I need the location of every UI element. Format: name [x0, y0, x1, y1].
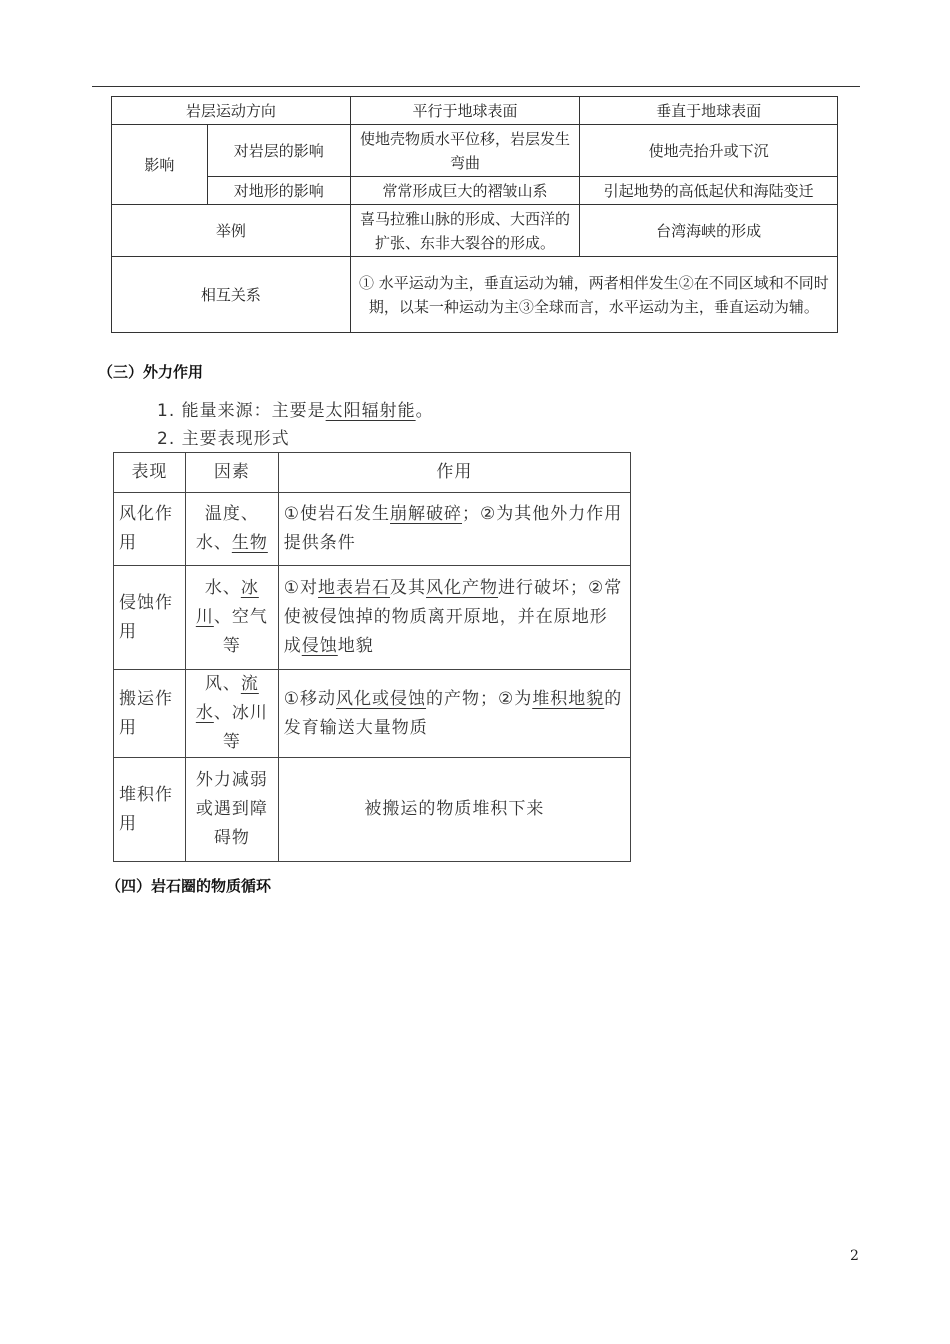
erosion-effect-b: 地表岩石 — [318, 578, 391, 598]
energy-source-line — [157, 396, 434, 421]
rock-effect-vertical: 使地壳抬升或下沉 — [580, 125, 838, 177]
table-row — [114, 566, 631, 670]
energy-source-value: 太阳辐射能 — [325, 401, 416, 421]
energy-source-suffix: 。 — [415, 401, 434, 421]
energy-source-prefix: 1. 能量来源：主要是 — [157, 401, 326, 421]
erosion-effect-c: 及其 — [390, 578, 427, 598]
main-forms-line: 2. 主要表现形式 — [157, 429, 290, 449]
tectonic-movement-table — [111, 96, 838, 333]
erosion-factor-b: 冰川 — [195, 578, 259, 627]
weathering-name: 风化作用 — [114, 493, 186, 566]
header-horizontal: 平行于地球表面 — [350, 97, 580, 125]
rock-effect-horizontal: 使地壳物质水平位移，岩层发生弯曲 — [350, 125, 580, 177]
transport-effect-c: 的产物；②为 — [426, 688, 533, 709]
weathering-effect-a: ①使岩石发生 — [283, 504, 391, 524]
erosion-name: 侵蚀作用 — [114, 566, 186, 670]
erosion-effect — [278, 566, 630, 670]
weathering-effect-b: 崩解破碎 — [390, 504, 463, 524]
example-vertical: 台湾海峡的形成 — [580, 205, 838, 257]
erosion-factor-c: 、空气等 — [213, 607, 268, 656]
weathering-factor-a: 温度、水、 — [195, 504, 259, 553]
erosion-factor — [185, 566, 278, 670]
erosion-factor-a: 水、 — [204, 578, 241, 598]
transport-factor — [185, 670, 278, 758]
table-row — [114, 758, 631, 862]
transport-effect-b: 风化或侵蚀 — [336, 688, 427, 709]
page-number: 2 — [850, 1248, 859, 1264]
erosion-effect-d: 风化产物 — [426, 578, 499, 598]
deposition-factor: 外力减弱或遇到障碍物 — [185, 758, 278, 862]
transport-name: 搬运作用 — [114, 670, 186, 758]
landform-effect-label: 对地形的影响 — [207, 177, 350, 205]
rock-effect-label: 对岩层的影响 — [207, 125, 350, 177]
example-horizontal: 喜马拉雅山脉的形成、大西洋的扩张、东非大裂谷的形成。 — [350, 205, 580, 257]
weathering-factor — [185, 493, 278, 566]
header-rule — [92, 86, 860, 87]
landform-effect-vertical: 引起地势的高低起伏和海陆变迁 — [580, 177, 838, 205]
external-force-table — [113, 452, 631, 862]
section-4-title: （四）岩石圈的物质循环 — [106, 877, 272, 895]
relation-label: 相互关系 — [112, 257, 351, 333]
transport-effect — [278, 670, 630, 758]
weathering-effect — [278, 493, 630, 566]
transport-factor-c: 、冰川等 — [213, 703, 268, 752]
deposition-effect: 被搬运的物质堆积下来 — [278, 758, 630, 862]
transport-factor-b: 流水 — [195, 674, 259, 723]
landform-effect-horizontal: 常常形成巨大的褶皱山系 — [350, 177, 580, 205]
weathering-effect-c: ；②为其他外力作用提供条件 — [283, 504, 623, 553]
header-effect: 作用 — [278, 453, 630, 493]
erosion-effect-e: 进行破坏；②常使被侵蚀掉的物质离开原地，并在原地形成 — [283, 578, 623, 656]
table-row — [114, 493, 631, 566]
transport-effect-d: 堆积地貌 — [532, 688, 605, 709]
weathering-factor-b: 生物 — [231, 533, 268, 553]
erosion-effect-g: 地貌 — [337, 636, 374, 656]
erosion-effect-a: ①对 — [283, 578, 319, 598]
relation-text: ① 水平运动为主，垂直运动为辅，两者相伴发生②在不同区域和不同时期，以某一种运动为主③全球而言，水平运动为主，垂直运动为辅。 — [350, 257, 837, 333]
erosion-effect-f: 侵蚀 — [301, 636, 338, 656]
header-factor: 因素 — [185, 453, 278, 493]
transport-effect-e: 的发育输送大量物质 — [283, 688, 623, 738]
header-direction: 岩层运动方向 — [112, 97, 351, 125]
transport-effect-a: ①移动 — [283, 688, 337, 709]
section-3-title: （三）外力作用 — [98, 363, 204, 381]
influence-label: 影响 — [112, 125, 208, 205]
header-vertical: 垂直于地球表面 — [580, 97, 838, 125]
transport-factor-a: 风、 — [204, 674, 241, 694]
table-row — [114, 670, 631, 758]
example-label: 举例 — [112, 205, 351, 257]
header-form: 表现 — [114, 453, 186, 493]
deposition-name: 堆积作用 — [114, 758, 186, 862]
